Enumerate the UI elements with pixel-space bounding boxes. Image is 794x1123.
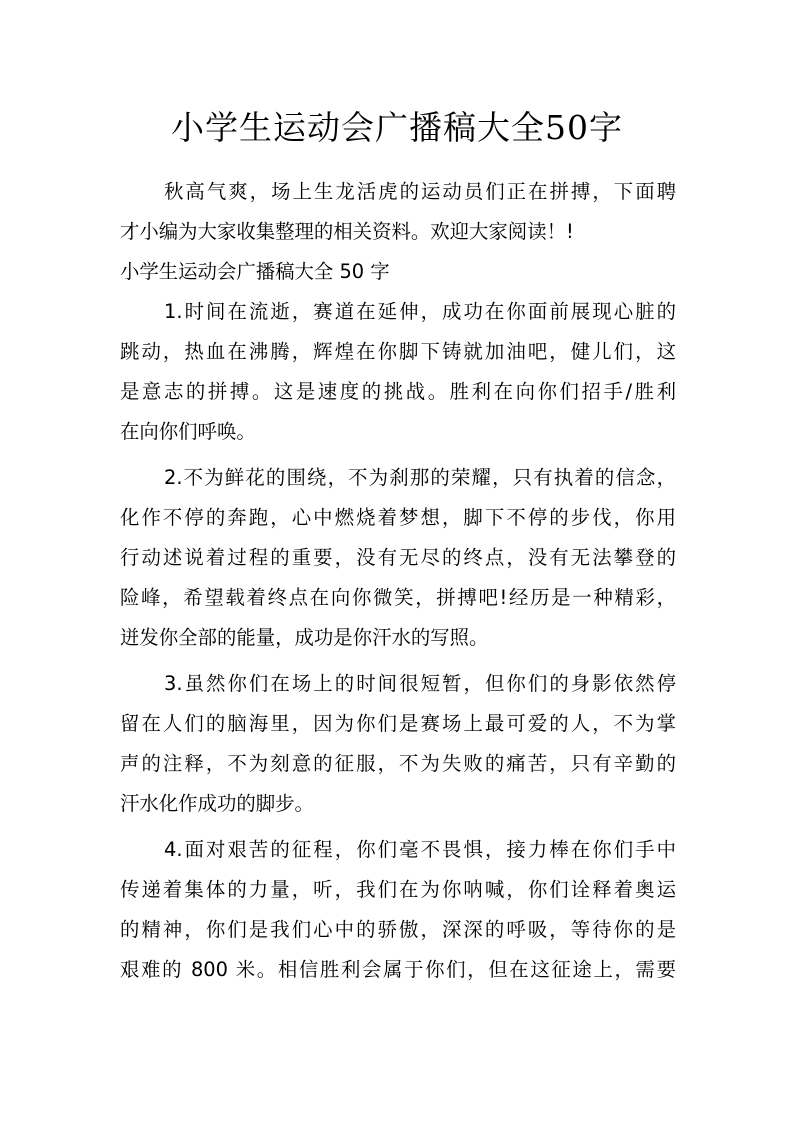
paragraph-line: 行动述说着过程的重要，没有无尽的终点，没有无法攀登的 — [120, 546, 676, 569]
paragraph-line: 的精神，你们是我们心中的骄傲，深深的呼吸，等待你的是 — [120, 918, 676, 941]
paragraph-3 — [120, 664, 676, 824]
paragraph-line: 3.虽然你们在场上的时间很短暂，但你们的身影依然停 — [164, 672, 676, 695]
paragraph-line: 跳动，热血在沸腾，辉煌在你脚下铸就加油吧，健儿们，这 — [120, 340, 676, 363]
subheading: 小学生运动会广播稿大全 50 字 — [120, 260, 390, 283]
document-body — [120, 172, 676, 990]
document-title: 小学生运动会广播稿大全50字 — [171, 108, 623, 147]
paragraph-line: 2.不为鲜花的围绕，不为刹那的荣耀，只有执着的信念， — [164, 466, 676, 489]
paragraph-1 — [120, 292, 676, 452]
intro-line: 才小编为大家收集整理的相关资料。欢迎大家阅读！! — [120, 220, 574, 243]
paragraph-line: 艰难的 800 米。相信胜利会属于你们，但在这征途上，需要 — [120, 958, 676, 981]
paragraph-line: 传递着集体的力量，听，我们在为你呐喊，你们诠释着奥运 — [120, 878, 676, 901]
intro-line: 秋高气爽，场上生龙活虎的运动员们正在拼搏，下面聘 — [164, 180, 676, 203]
paragraph-2 — [120, 458, 676, 658]
intro-paragraph — [120, 172, 676, 252]
paragraph-line: 4.面对艰苦的征程，你们毫不畏惧，接力棒在你们手中 — [164, 838, 676, 861]
paragraph-line: 是意志的拼搏。这是速度的挑战。胜利在向你们招手/胜利 — [120, 380, 676, 403]
paragraph-4 — [120, 830, 676, 990]
paragraph-line: 汗水化作成功的脚步。 — [120, 792, 314, 815]
paragraph-line: 1.时间在流逝，赛道在延伸，成功在你面前展现心脏的 — [164, 300, 676, 323]
paragraph-line: 化作不停的奔跑，心中燃烧着梦想，脚下不停的步伐，你用 — [120, 506, 676, 529]
paragraph-line: 在向你们呼唤。 — [120, 420, 256, 443]
paragraph-line: 留在人们的脑海里，因为你们是赛场上最可爱的人，不为掌 — [120, 712, 676, 735]
paragraph-line: 险峰，希望载着终点在向你微笑，拼搏吧!经历是一种精彩， — [120, 586, 676, 609]
paragraph-line: 声的注释，不为刻意的征服，不为失败的痛苦，只有辛勤的 — [120, 752, 676, 775]
paragraph-line: 迸发你全部的能量，成功是你汗水的写照。 — [120, 626, 489, 649]
